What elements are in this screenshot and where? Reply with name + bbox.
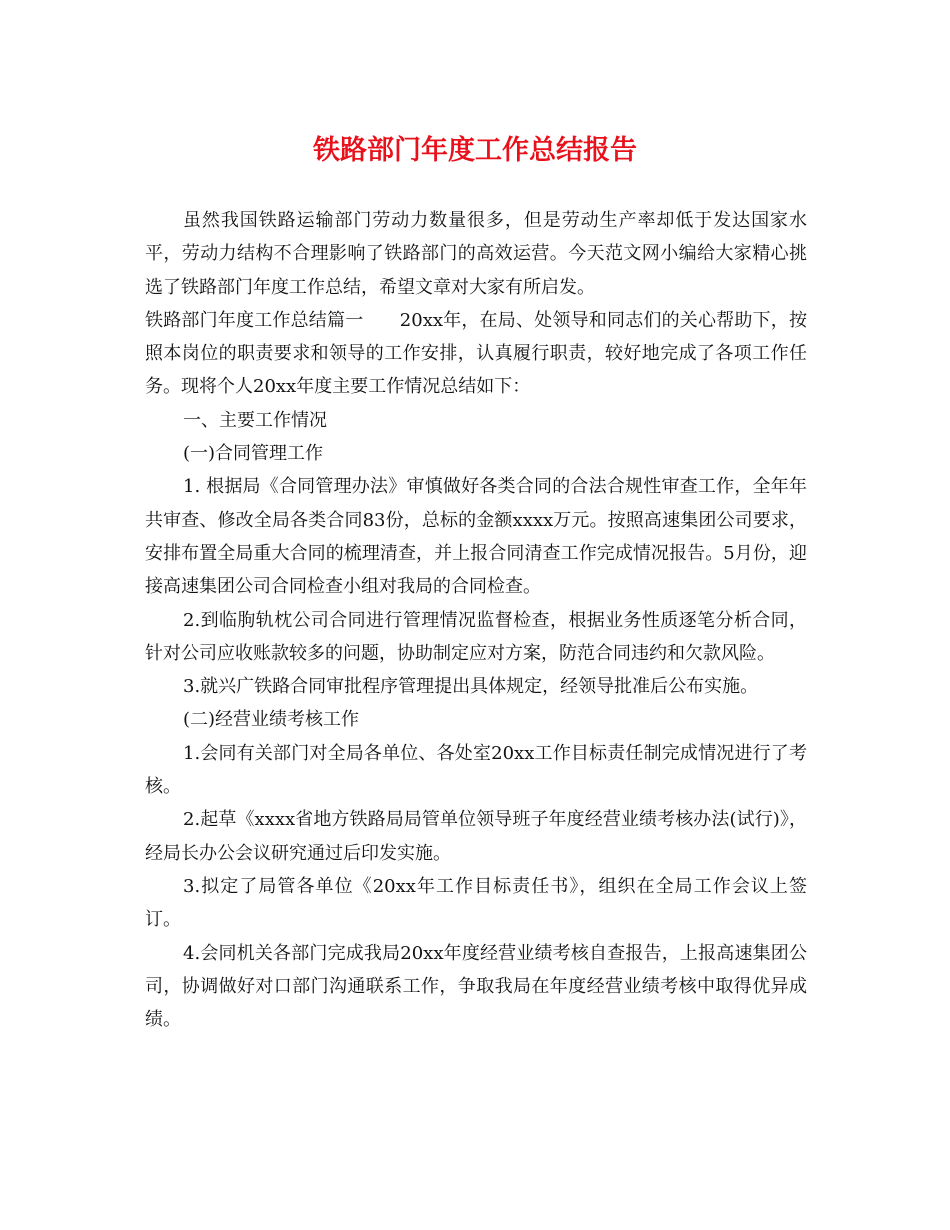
- list-item: 2.起草《xxxx省地方铁路局局管单位领导班子年度经营业绩考核办法(试行)》，经局长办公会议研究通过后印发实施。: [145, 809, 807, 864]
- subsection-heading: (一)合同管理工作: [183, 443, 324, 465]
- document-body: [145, 204, 807, 1036]
- list-item: 3.就兴广铁路合同审批程序管理提出具体规定，经领导批准后公布实施。: [183, 676, 759, 698]
- list-item: 1.会同有关部门对全局各单位、各处室20xx工作目标责任制完成情况进行了考核。: [145, 742, 807, 798]
- subsection-heading: (二)经营业绩考核工作: [183, 709, 360, 731]
- list-item: 4.会同机关各部门完成我局20xx年度经营业绩考核自查报告，上报高速集团公司，协调做好对口部门沟通联系工作，争取我局在年度经营业绩考核中取得优异成绩。: [145, 942, 807, 1031]
- list-item: 1. 根据局《合同管理办法》审慎做好各类合同的合法合规性审查工作，全年年共审查、修改全局各类合同83份，总标的金额xxxx万元。按照高速集团公司要求，安排布置全局重大合同的梳理清查，并上报合同清查工作完成情况报告。5月份，迎接高速集团公司合同检查小组对我局的合同检查。: [145, 476, 807, 598]
- list-item: 2.到临朐轨枕公司合同进行管理情况监督检查，根据业务性质逐笔分析合同，针对公司应收账款较多的问题，协助制定应对方案，防范合同违约和欠款风险。: [145, 609, 807, 664]
- document-title: 铁路部门年度工作总结报告: [313, 135, 637, 166]
- list-item: 3.拟定了局管各单位《20xx年工作目标责任书》，组织在全局工作会议上签订。: [145, 875, 807, 931]
- section-opening-paragraph: 铁路部门年度工作总结篇一 20xx年，在局、处领导和同志们的关心帮助下，按照本岗位的职责要求和领导的工作安排，认真履行职责，较好地完成了各项工作任务。现将个人20xx年度主要工作情况总结如下：: [145, 309, 807, 398]
- section-heading: 一、主要工作情况: [183, 409, 327, 431]
- intro-paragraph: 虽然我国铁路运输部门劳动力数量很多，但是劳动生产率却低于发达国家水平，劳动力结构不合理影响了铁路部门的高效运营。今天范文网小编给大家精心挑选了铁路部门年度工作总结，希望文章对大家有所启发。: [145, 210, 807, 298]
